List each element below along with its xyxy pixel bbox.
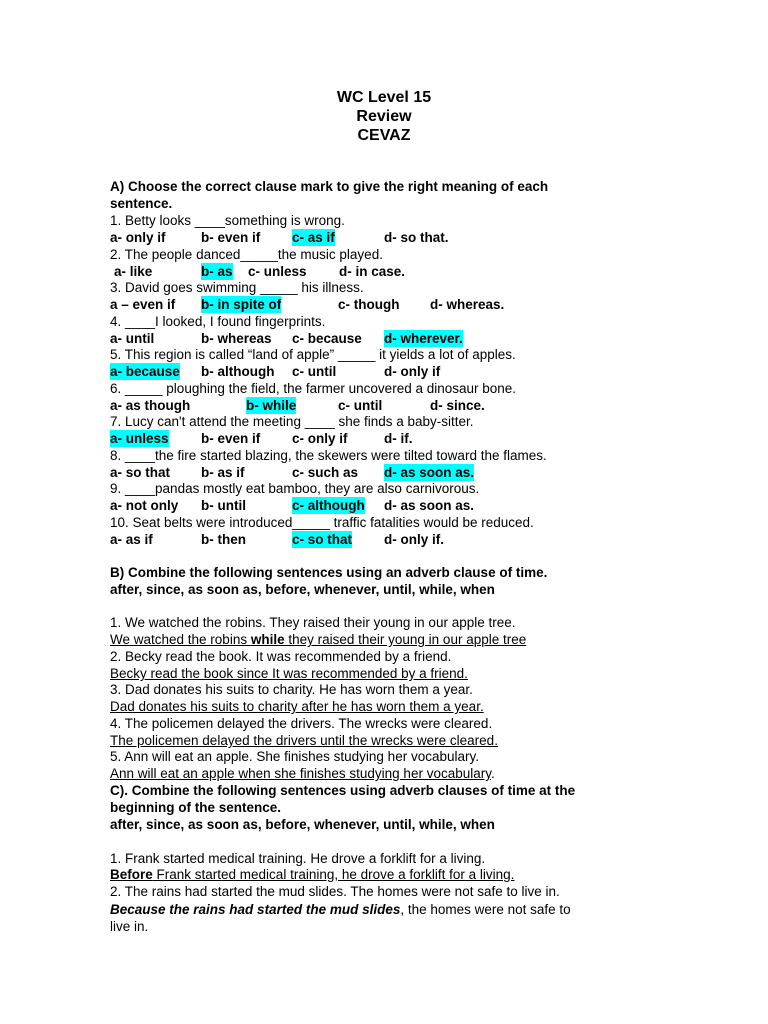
answer-option: c- because <box>292 331 362 346</box>
combine-answer <box>110 698 484 715</box>
question-text: 10. Seat belts were introduced_____ traffic fatalities would be reduced. <box>110 515 534 530</box>
answer-option: c- only if <box>292 431 348 446</box>
answer-option: a- not only <box>110 498 179 513</box>
combine-answer <box>110 732 498 749</box>
answer-part: they raised their young in our apple tree <box>284 632 527 647</box>
combine-answer <box>110 765 495 782</box>
answer-option-highlighted: d- as soon as. <box>384 465 475 480</box>
answer-part: . <box>490 766 495 781</box>
answer-option: a- only if <box>110 230 166 245</box>
answer-option: c- such as <box>292 465 359 480</box>
answer-option: b- even if <box>201 230 261 245</box>
question-text: 6. _____ ploughing the field, the farmer uncovered a dinosaur bone. <box>110 381 517 396</box>
question-text: 5. This region is called “land of apple” _____ it yields a lot of apples. <box>110 347 516 362</box>
combine-question: 5. Ann will eat an apple. She finishes studying her vocabulary. <box>110 749 479 764</box>
answer-option-highlighted: c- as if <box>292 230 335 245</box>
answer-option: b- although <box>201 364 275 379</box>
title-level: WC Level 15 <box>336 89 432 106</box>
question-text: 1. Betty looks ____something is wrong. <box>110 213 345 228</box>
answer-option: d- only if <box>384 364 441 379</box>
answer-option: c- unless <box>248 264 307 279</box>
question-text: 9. ____pandas mostly eat bamboo, they are also carnivorous. <box>110 481 480 496</box>
answer-option: a- as though <box>110 398 191 413</box>
combine-answer <box>110 665 468 682</box>
answer-part: Ann will eat an apple when she finishes studying her vocabulary <box>110 766 491 781</box>
answer-option-highlighted: c- although <box>292 498 365 513</box>
question-text: 2. The people danced_____the music played. <box>110 247 383 262</box>
section-b-heading: B) Combine the following sentences using an adverb clause of time. <box>110 565 548 580</box>
answer-option: d- since. <box>430 398 485 413</box>
answer-option-highlighted: b- in spite of <box>201 297 282 312</box>
question-text: 7. Lucy can't attend the meeting ____ she finds a baby-sitter. <box>110 414 474 429</box>
answer-option: b- even if <box>201 431 261 446</box>
section-c-heading-cont: beginning of the sentence. <box>110 800 282 815</box>
answer-option: d- if. <box>384 431 413 446</box>
section-c-heading: C). Combine the following sentences using adverb clauses of time at the <box>110 783 576 798</box>
section-c-question-1: 1. Frank started medical training. He drove a forklift for a living. <box>110 851 486 866</box>
answer-option: a – even if <box>110 297 176 312</box>
answer-part: The policemen delayed the drivers until the wrecks were cleared. <box>110 733 498 748</box>
answer-clause: Because the rains had started the mud slides <box>110 902 401 917</box>
answer-option-highlighted: a- because <box>110 364 180 379</box>
answer-option: a- so that <box>110 465 171 480</box>
answer-option-highlighted: c- so that <box>292 532 353 547</box>
answer-option-highlighted: b- while <box>246 398 297 413</box>
answer-option: a- as if <box>110 532 153 547</box>
answer-option: c- though <box>338 297 400 312</box>
section-a-heading: A) Choose the correct clause mark to give the right meaning of each <box>110 179 549 194</box>
answer-part: We watched the robins <box>110 632 251 647</box>
answer-rest: , the homes were not safe to <box>400 902 571 917</box>
answer-option: b- whereas <box>201 331 272 346</box>
combine-question: 4. The policemen delayed the drivers. The wrecks were cleared. <box>110 716 493 731</box>
answer-option: c- until <box>292 364 337 379</box>
answer-option: b- then <box>201 532 246 547</box>
title-review: Review <box>356 108 412 125</box>
answer-rest: Frank started medical training, he drove a forklift for a living. <box>152 867 515 882</box>
section-c-answer-2 <box>110 901 571 918</box>
section-c-word-list: after, since, as soon as, before, whenever, until, while, when <box>110 817 495 832</box>
answer-option: c- until <box>338 398 383 413</box>
section-c-answer-2-cont: live in. <box>110 919 149 934</box>
answer-option: d- whereas. <box>430 297 505 312</box>
combine-answer <box>110 631 526 648</box>
answer-option: a- until <box>110 331 155 346</box>
combine-question: 2. Becky read the book. It was recommended by a friend. <box>110 649 452 664</box>
answer-option: d- in case. <box>339 264 406 279</box>
answer-option: d- only if. <box>384 532 444 547</box>
section-c-question-2: 2. The rains had started the mud slides. The homes were not safe to live in. <box>110 884 560 899</box>
question-text: 8. ____the fire started blazing, the skewers were tilted toward the flames. <box>110 448 547 463</box>
answer-option-highlighted: a- unless <box>110 431 169 446</box>
combine-question: 3. Dad donates his suits to charity. He has worn them a year. <box>110 682 473 697</box>
answer-part: while <box>250 632 285 647</box>
section-c-answer-1 <box>110 866 514 883</box>
answer-part: Dad donates his suits to charity after he has worn them a year. <box>110 699 484 714</box>
answer-option: b- until <box>201 498 246 513</box>
answer-option-highlighted: b- as <box>201 264 233 279</box>
combine-question: 1. We watched the robins. They raised their young in our apple tree. <box>110 615 516 630</box>
answer-option: d- as soon as. <box>384 498 475 513</box>
answer-option: d- so that. <box>384 230 449 245</box>
question-text: 4. ____I looked, I found fingerprints. <box>110 314 326 329</box>
answer-keyword: Before <box>110 867 153 882</box>
answer-part: Becky read the book since It was recommended by a friend. <box>110 666 468 681</box>
section-b-word-list: after, since, as soon as, before, whenever, until, while, when <box>110 582 495 597</box>
question-text: 3. David goes swimming _____ his illness. <box>110 280 364 295</box>
answer-option-highlighted: d- wherever. <box>384 331 463 346</box>
title-cevaz: CEVAZ <box>357 127 411 144</box>
answer-option: b- as if <box>201 465 245 480</box>
section-a-heading-cont: sentence. <box>110 196 173 211</box>
answer-option: a- like <box>114 264 153 279</box>
